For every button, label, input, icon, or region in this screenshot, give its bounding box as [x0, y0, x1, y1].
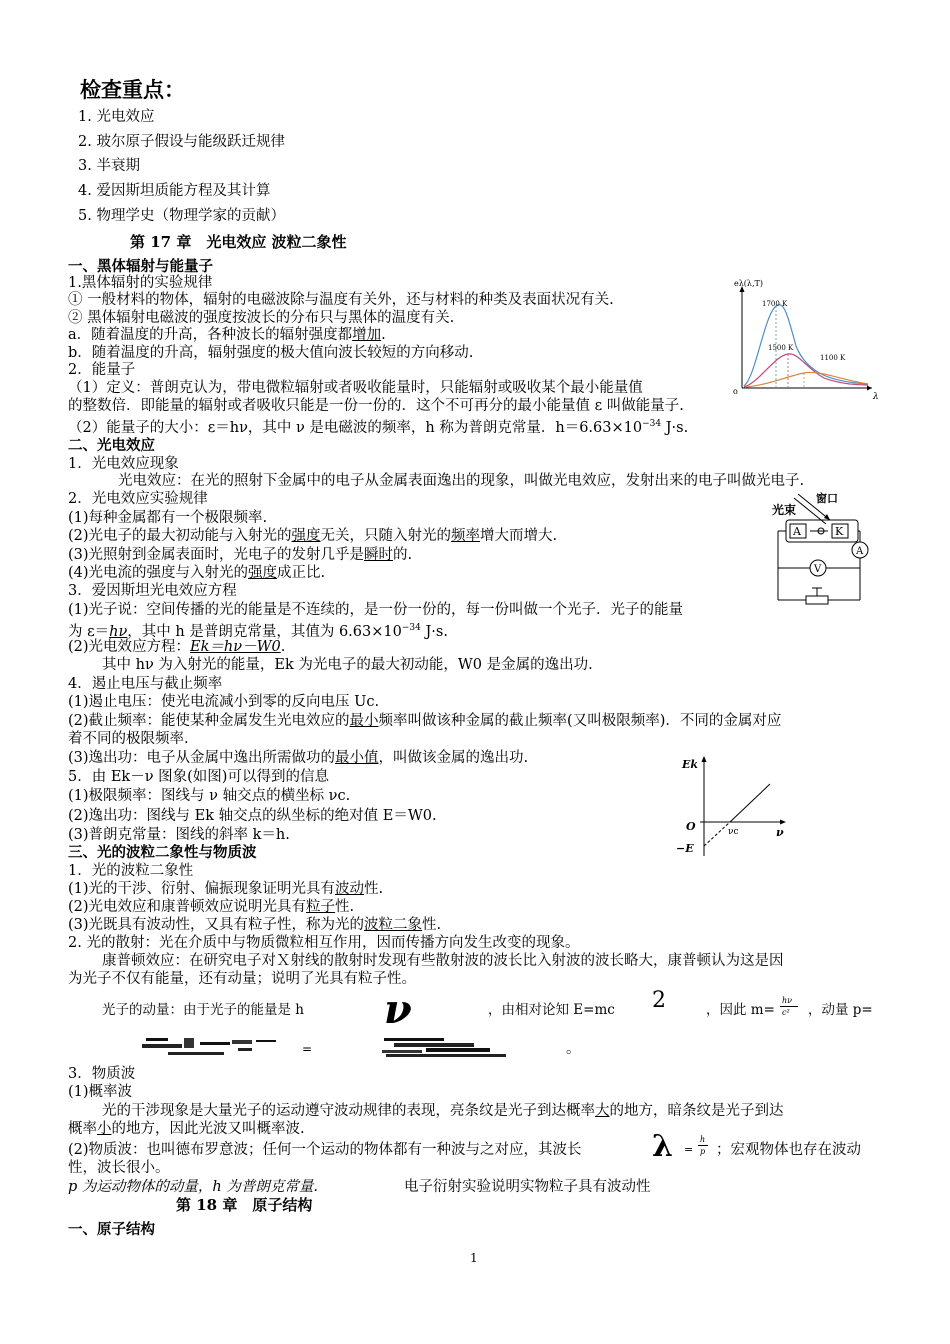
- s2-line-18: 5．由 Ek－ν 图象(如图)可以得到的信息: [68, 769, 329, 785]
- s3-line-3: (2)光电效应和康普顿效应说明光具有粒子性.: [68, 899, 355, 915]
- s3-line-11: (1)概率波: [68, 1084, 133, 1100]
- mass-fraction-den: c²: [782, 1008, 790, 1017]
- momentum-text-c: ，因此 m=: [706, 1002, 775, 1018]
- s2-line-10: 为 ε＝hν，其中 h 是普朗克常量，其值为 $6.63\times 10^{-34}$ J·s.: [68, 623, 448, 640]
- intercept-label: −E: [676, 842, 694, 855]
- page-number: 1: [470, 1251, 478, 1265]
- section-3-heading: 三、光的波粒二象性与物质波: [68, 844, 257, 861]
- s2-line-11: (2)光电效应方程：Ek＝hν－W0.: [68, 639, 286, 655]
- s3-line-12: 光的干涉现象是大量光子的运动遵守波动规律的表现，亮条纹是光子到达概率大的地方，暗条纹是光子到达: [102, 1103, 784, 1119]
- s2-line-21: (3)普朗克常量：图线的斜率 k＝h.: [68, 827, 290, 843]
- s2-line-9: (1)光子说：空间传播的光的能量是不连续的，是一份一份的，每一份叫做一个光子．光子的能量: [68, 602, 684, 618]
- nu-glyph: ν: [384, 986, 412, 1033]
- focus-item-3: 3. 半衰期: [78, 158, 140, 174]
- lambda-fraction-den: p: [700, 1147, 706, 1156]
- s2-line-15: (2)截止频率：能使某种金属发生光电效应的最小频率叫做该种金属的截止频率(又叫极限频率)．不同的金属对应: [68, 713, 782, 729]
- section-4-heading: 一、原子结构: [68, 1221, 155, 1238]
- curve-1100k: [746, 372, 868, 387]
- momentum-equals: =: [302, 1042, 313, 1056]
- ek-line: [730, 784, 770, 822]
- label-1500k: 1500 K: [768, 344, 794, 352]
- origin-label: O: [686, 820, 696, 833]
- momentum-end-mark: 。: [566, 1041, 581, 1057]
- light-beam-label: 光束: [772, 503, 797, 517]
- s2-line-19: (1)极限频率：图线与 ν 轴交点的横坐标 νc.: [68, 788, 351, 804]
- momentum-text-d: ，动量 p=: [808, 1002, 873, 1018]
- blackbody-y-label: eλ(λ,T): [734, 279, 763, 288]
- ek-axis-label: Ek: [682, 758, 699, 771]
- momentum-text-a: 光子的动量：由于光子的能量是 h: [102, 1002, 304, 1018]
- s3-line-1: 1．光的波粒二象性: [68, 863, 194, 879]
- superscript-two: 2: [652, 988, 666, 1013]
- nu-axis-label: ν: [776, 826, 784, 839]
- s3-line-13: 概率小的地方，因此光波又叫概率波.: [68, 1121, 305, 1137]
- cathode-label: K: [835, 525, 844, 538]
- blackbody-origin: o: [733, 387, 738, 396]
- momentum-formula-fragment-2: [380, 1034, 510, 1060]
- s3-line-5: 2. 光的散射：光在介质中与物质微粒相互作用，因而传播方向发生改变的现象。: [68, 935, 580, 951]
- blackbody-curve-figure: [728, 276, 880, 404]
- s3-line-7: 为光子不仅有能量，还有动量；说明了光具有粒子性。: [68, 971, 416, 987]
- section-2-heading: 二、光电效应: [68, 437, 155, 454]
- s1-line-8: 的整数倍．即能量的辐射或者吸收只能是一份一份的．这个不可再分的最小能量值 ε 叫做能量子.: [68, 398, 684, 414]
- s2-line-5: (2)光电子的最大初动能与入射光的强度无关，只随入射光的频率增大而增大.: [68, 528, 558, 544]
- focus-item-2: 2. 玻尔原子假设与能级跃迁规律: [78, 134, 285, 150]
- focus-item-1: 1. 光电效应: [78, 109, 155, 125]
- lambda-glyph: λ: [652, 1129, 674, 1164]
- window-label: 窗口: [816, 492, 838, 505]
- s3-line-16-a: p 为运动物体的动量，h 为普朗克常量.: [68, 1179, 318, 1195]
- s3-line-6: 康普顿效应：在研究电子对Ｘ射线的散射时发现有些散射波的波长比入射波的波长略大，康普顿认为这是因: [102, 953, 784, 969]
- s1-line-7: （1）定义：普朗克认为，带电微粒辐射或者吸收能量时，只能辐射或吸收某个最小能量值: [68, 380, 643, 396]
- section-1-heading: 一、黑体辐射与能量子: [68, 258, 213, 275]
- blackbody-x-label: λ: [873, 392, 879, 402]
- voltmeter-label: V: [814, 564, 822, 575]
- s2-line-2: 光电效应：在光的照射下金属中的电子从金属表面逸出的现象，叫做光电效应，发射出来的电子叫做光电子.: [118, 473, 805, 489]
- ammeter-label: A: [856, 546, 864, 557]
- s1-line-2: ① 一般材料的物体，辐射的电磁波除与温度有关外，还与材料的种类及表面状况有关.: [68, 292, 614, 308]
- s1-line-4: a．随着温度的升高，各种波长的辐射强度都增加.: [68, 327, 386, 343]
- label-1100k: 1100 K: [820, 354, 846, 362]
- s3-line-14-a: (2)物质波：也叫德布罗意波；任何一个运动的物体都有一种波与之对应，其波长: [68, 1142, 582, 1158]
- s3-line-4: (3)光既具有波动性，又具有粒子性，称为光的波粒二象性.: [68, 917, 442, 933]
- focus-item-5: 5. 物理学史（物理学家的贡献）: [78, 208, 285, 224]
- s2-line-7: (4)光电流的强度与入射光的强度成正比.: [68, 565, 326, 581]
- s2-line-20: (2)逸出功：图线与 Ek 轴交点的纵坐标的绝对值 E＝W0.: [68, 808, 437, 824]
- s3-line-10: 3．物质波: [68, 1066, 136, 1082]
- s3-line-2: (1)光的干涉、衍射、偏振现象证明光具有波动性.: [68, 881, 384, 897]
- s2-line-8: 3．爱因斯坦光电效应方程: [68, 583, 237, 599]
- s1-line-6: 2．能量子: [68, 362, 136, 378]
- focus-item-4: 4. 爱因斯坦质能方程及其计算: [78, 183, 271, 199]
- s3-line-14-b: ；宏观物体也存在波动: [716, 1142, 861, 1158]
- s1-line-9: （2）能量子的大小：ε＝hν，其中 ν 是电磁波的频率，h 称为普朗克常量．$h=6.63\times 10^{-34}$ J·s.: [68, 419, 689, 436]
- s2-line-16: 着不同的极限频率.: [68, 731, 189, 747]
- s3-line-16-b: 电子衍射实验说明实物粒子具有波动性: [404, 1179, 651, 1195]
- chapter-17-title: 第 17 章 光电效应 波粒二象性: [130, 233, 347, 251]
- s2-line-17: (3)逸出功：电子从金属中逸出所需做功的最小值，叫做该金属的逸出功.: [68, 750, 529, 766]
- s3-line-15: 性，波长很小。: [68, 1160, 170, 1176]
- s2-line-3: 2．光电效应实验规律: [68, 491, 208, 507]
- mass-fraction-num: hν: [782, 996, 793, 1005]
- momentum-text-b: ，由相对论知 E=mc: [488, 1002, 615, 1018]
- momentum-formula-fragment-1: [140, 1034, 280, 1060]
- s2-line-13: 4．遏止电压与截止频率: [68, 676, 223, 692]
- s2-line-6: (3)光照射到金属表面时，光电子的发射几乎是瞬时的.: [68, 547, 413, 563]
- s2-line-14: (1)遏止电压：使光电流减小到零的反向电压 Uc.: [68, 694, 380, 710]
- s2-line-12: 其中 hν 为入射光的能量，Ek 为光电子的最大初动能，W0 是金属的逸出功.: [102, 657, 593, 673]
- label-1700k: 1700 K: [762, 300, 788, 308]
- lambda-equals: =: [684, 1143, 694, 1156]
- lambda-fraction-num: h: [700, 1135, 706, 1144]
- chapter-18-title: 第 18 章 原子结构: [176, 1196, 313, 1214]
- anode-label: A: [793, 525, 801, 538]
- s2-line-4: (1)每种金属都有一个极限频率.: [68, 510, 268, 526]
- ek-line-extension: [704, 822, 730, 846]
- s1-line-1: 1.黑体辐射的实验规律: [68, 275, 213, 291]
- photoelectric-circuit-figure: [768, 488, 880, 612]
- s1-line-3: ② 黑体辐射电磁波的强度按波长的分布只与黑体的温度有关.: [68, 310, 455, 326]
- page-heading: 检查重点：: [80, 78, 185, 102]
- cutoff-frequency-label: νc: [728, 827, 739, 837]
- ek-nu-graph-figure: [672, 752, 790, 862]
- s2-line-1: 1．光电效应现象: [68, 456, 179, 472]
- s1-line-5: b．随着温度的升高，辐射强度的极大值向波长较短的方向移动.: [68, 345, 474, 361]
